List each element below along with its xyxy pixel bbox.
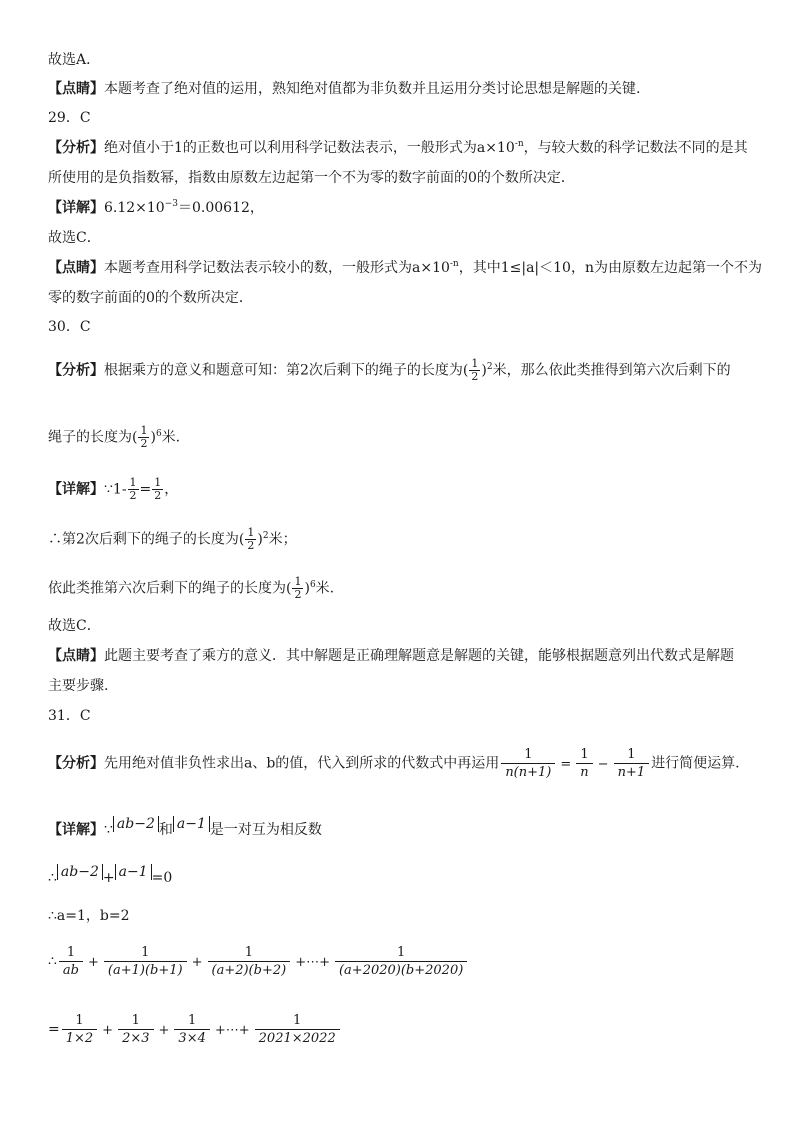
equals-sign: = — [560, 756, 572, 772]
term-1: $\frac{1}{1\times 2}$ — [62, 1012, 97, 1047]
analog-text: 依此类推第六次后剩下的绳子的长度为( — [48, 580, 292, 597]
comment-line-1 — [48, 79, 640, 99]
answer-30: 30．C — [48, 319, 91, 335]
rope-text: 绳子的长度为( — [48, 429, 138, 446]
comment-30-line-2: 主要步骤. — [48, 678, 109, 694]
term-2: $\frac{1}{2\times 3}$ — [118, 1012, 153, 1047]
conclusion-30: 故选C． — [48, 618, 101, 634]
exponent: 2 — [486, 361, 493, 372]
unit-text: 米； — [268, 531, 297, 548]
analysis-text-cont: ，与较大数的科学记数法不同的是其 — [523, 140, 748, 156]
exponent: −3 — [164, 199, 178, 209]
rope-unit: 米. — [161, 429, 181, 446]
fraction-1-over-n: $\frac{1}{n}$ — [576, 746, 592, 781]
comment-29-line-2: 零的数字前面的0的个数所决定． — [48, 290, 253, 306]
comment-30-line-1 — [48, 646, 734, 666]
ellipsis: +⋯+ — [295, 954, 330, 970]
plus-sign: + — [102, 870, 115, 886]
fraction-one-half: $\frac{1}{2}$ — [294, 575, 302, 601]
comment-tag: 【点睛】 — [48, 81, 104, 97]
exponent: -n — [449, 259, 459, 269]
answer-31: 31．C — [48, 708, 91, 724]
exponent: -n — [514, 139, 524, 149]
analysis-tag: 【分析】 — [48, 362, 104, 379]
comment-tag: 【点睛】 — [48, 648, 104, 664]
plus-sign: + — [191, 954, 203, 970]
comma: ， — [164, 481, 179, 498]
abs-ab-minus-2: ab−2 — [113, 816, 159, 832]
detail-31-line-2 — [48, 864, 172, 888]
opposite-text: 是一对互为相反数 — [209, 822, 322, 838]
analysis-text-cont: 米，那么依此类推得到第六次后剩下的 — [492, 362, 731, 379]
exponent: 6 — [309, 579, 316, 590]
answer-29: 29．C — [48, 110, 91, 126]
fraction-1-over-n-plus-1: $\frac{1}{n+1}$ — [614, 746, 650, 781]
term-3: $\frac{1}{3\times 4}$ — [174, 1012, 209, 1047]
conclusion-29: 故选C． — [48, 230, 101, 246]
analysis-31 — [48, 746, 740, 781]
comment-29-line-1 — [48, 258, 762, 280]
term-3: $\frac{1}{(a+2)(b+2)}$ — [208, 944, 291, 979]
line-conclusion-a: 故选A． — [48, 52, 101, 68]
sum-expression — [48, 944, 469, 979]
plus-sign: + — [88, 954, 99, 970]
because-sign: ∵ — [104, 822, 113, 838]
term-2: $\frac{1}{(a+1)(b+1)}$ — [104, 944, 187, 979]
fraction-one-half: $\frac{1}{2}$ — [154, 476, 162, 502]
detail-tag: 【详解】 — [48, 822, 104, 838]
analysis-text-cont: 进行简便运算. — [651, 755, 740, 772]
comment-tag: 【点睛】 — [48, 260, 104, 276]
analysis-tag: 【分析】 — [48, 140, 104, 156]
detail-tag: 【详解】 — [48, 481, 104, 498]
detail-expr: 6.12×10 — [104, 200, 165, 216]
comment-text: 本题考查了绝对值的运用，熟知绝对值都为非负数并且运用分类讨论思想是解题的关键. — [104, 81, 641, 97]
fraction-1-over-n-n-plus-1: $\frac{1}{n(n+1)}$ — [501, 746, 555, 781]
analysis-tag: 【分析】 — [48, 755, 104, 772]
therefore-sign: ∴ — [48, 953, 57, 970]
detail-29 — [48, 198, 264, 220]
fraction-one-half: $\frac{1}{2}$ — [140, 424, 148, 450]
analysis-29-line-2: 所使用的是负指数幂，指数由原数左边起第一个不为零的数字前面的0的个数所决定． — [48, 170, 575, 186]
comment-text: 本题考查用科学记数法表示较小的数，一般形式为a×10 — [104, 260, 450, 276]
fraction-one-half: $\frac{1}{2}$ — [247, 526, 255, 552]
detail-31-line-1 — [48, 816, 322, 840]
fraction-one-half: $\frac{1}{2}$ — [471, 357, 479, 383]
analysis-30-line-2: 绳子的长度为( $\frac{1}{2}$ )$^6$米. — [48, 424, 181, 450]
detail-30-line-1 — [48, 477, 178, 502]
plus-sign: + — [158, 1022, 170, 1038]
sum-expansion — [48, 1012, 342, 1047]
detail-result: ＝0.00612， — [178, 200, 264, 216]
therefore-text: ∴第2次后剩下的绳子的长度为( — [48, 531, 245, 548]
exponent: 6 — [155, 428, 162, 439]
analysis-29-line-1 — [48, 138, 748, 160]
equals-zero: =0 — [151, 870, 173, 886]
comment-text-cont: ，其中1≤|a|＜10，n为由原数左边起第一个不为 — [458, 260, 762, 276]
term-last: $\frac{1}{(a+2020)(b+2020)}$ — [335, 944, 467, 979]
term-last: $\frac{1}{2021\times 2022}$ — [255, 1012, 340, 1047]
detail-tag: 【详解】 — [48, 200, 104, 216]
analysis-text: 绝对值小于1的正数也可以利用科学记数法表示，一般形式为a×10 — [104, 140, 515, 156]
exponent: 2 — [262, 530, 269, 541]
and-text: 和 — [158, 822, 173, 838]
equals-sign: = — [48, 1021, 60, 1038]
minus-sign: − — [597, 756, 609, 772]
detail-31-line-3: ∴a=1，b=2 — [48, 908, 130, 924]
therefore-sign: ∴ — [48, 870, 57, 886]
detail-30-line-2: ∴第2次后剩下的绳子的长度为( $\frac{1}{2}$ )$^2$米； — [48, 526, 297, 552]
fraction-one-half: $\frac{1}{2}$ — [129, 476, 137, 502]
analysis-text: 根据乘方的意义和题意可知：第2次后剩下的绳子的长度为( — [104, 362, 469, 379]
detail-30-line-3: 依此类推第六次后剩下的绳子的长度为( $\frac{1}{2}$ )$^6$米. — [48, 575, 335, 601]
abs-ab-minus-2: ab−2 — [57, 864, 103, 880]
unit-text: 米. — [315, 580, 335, 597]
abs-a-minus-1: a−1 — [173, 816, 210, 832]
analysis-text: 先用绝对值非负性求出a、b的值，代入到所求的代数式中再运用 — [104, 755, 500, 772]
ellipsis: +⋯+ — [214, 1022, 250, 1038]
term-1: $\frac{1}{ab}$ — [59, 944, 83, 979]
equals-sign: = — [139, 481, 152, 498]
analysis-30-line-1: 【分析】根据乘方的意义和题意可知：第2次后剩下的绳子的长度为( $\frac{1}{2}$ )$^2$米，那么依此类推得到第六次后剩下的 — [48, 357, 731, 383]
plus-sign: + — [102, 1022, 114, 1038]
because-expr: ∵1- — [104, 481, 127, 498]
comment-text: 此题主要考查了乘方的意义．其中解题是正确理解题意是解题的关键，能够根据题意列出代数式是解题 — [104, 648, 734, 664]
abs-a-minus-1: a−1 — [115, 864, 152, 880]
